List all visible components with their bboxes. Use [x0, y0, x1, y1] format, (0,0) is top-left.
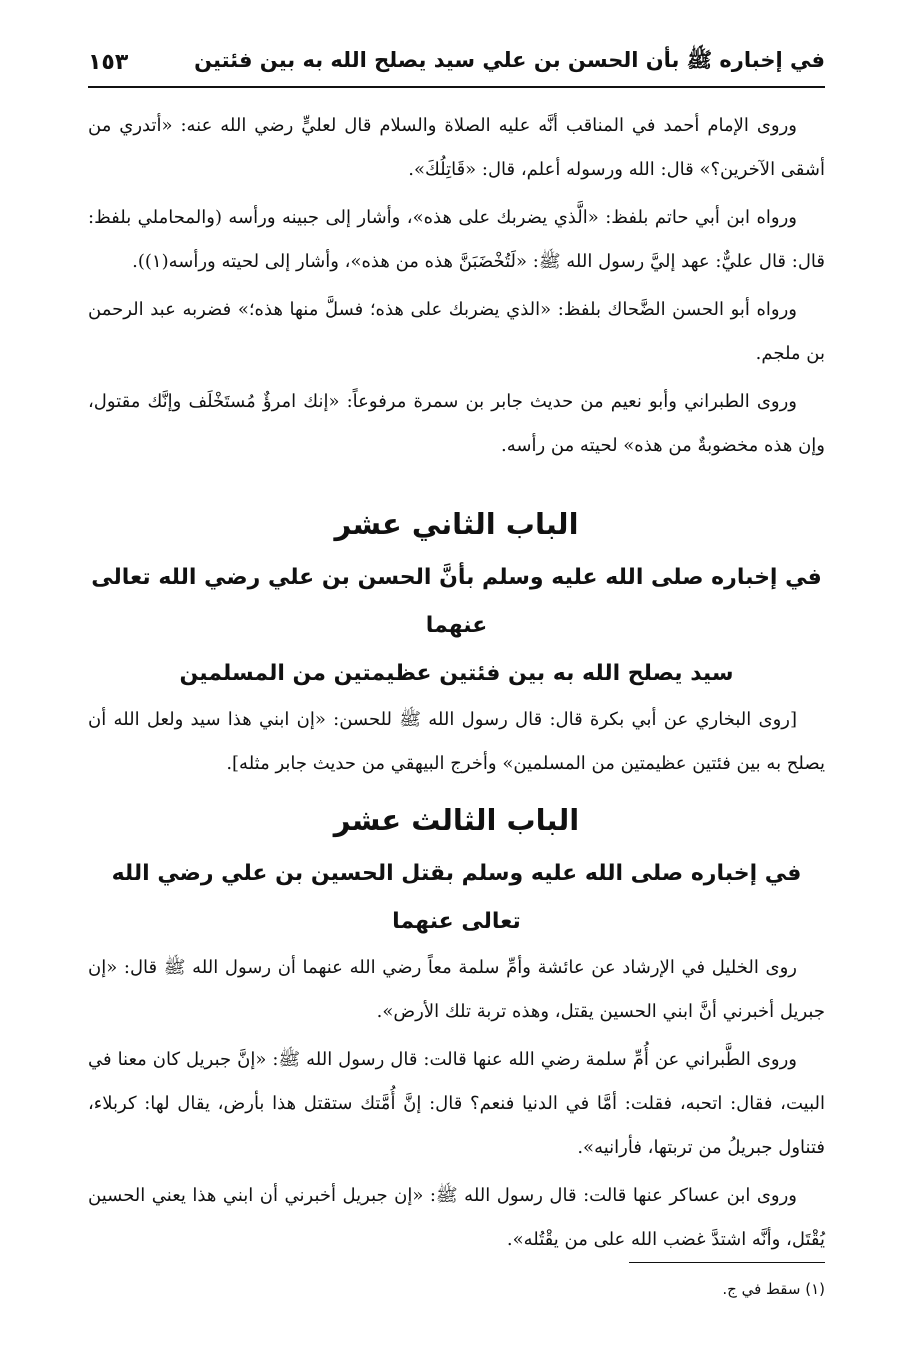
chapter-12-subtitle-line1: في إخباره صلى الله عليه وسلم بأنَّ الحسن بن علي رضي الله تعالى عنهما: [91, 565, 822, 638]
chapter-13-paragraph: وروى ابن عساكر عنها قالت: قال رسول الله ﷺ: «إن جبريل أخبرني أن ابني هذا يعني الحسين يُقْتَل، وأنَّه اشتدَّ غضب الله على من يقْتُله».: [88, 1185, 825, 1250]
chapter-13-subtitle: في إخباره صلى الله عليه وسلم بقتل الحسين بن علي رضي الله تعالى عنهما: [111, 861, 802, 934]
footnote: (١) سقط في ج.: [722, 1280, 825, 1298]
page-body: [88, 104, 825, 1266]
chapter-12-title: الباب الثاني عشر: [334, 507, 579, 541]
chapter-13-paragraph: روى الخليل في الإرشاد عن عائشة وأمِّ سلمة معاً رضي الله عنهما أن رسول الله ﷺ قال: «إن جبريل أخبرني أنَّ ابني الحسين يقتل، وهذه تربة تلك الأرض».: [88, 957, 825, 1022]
chapter-12-paragraph: [روى البخاري عن أبي بكرة قال: قال رسول الله ﷺ للحسن: «إن ابني هذا سيد ولعل الله أن يصلح به بين فئتين عظيمتين من المسلمين» وأخرج البيهقي من حديث جابر مثله].: [88, 709, 825, 774]
page-header: [88, 38, 825, 88]
footnote-divider: [629, 1262, 825, 1263]
page-number: ١٥٣: [88, 49, 129, 75]
chapter-13-title: الباب الثالث عشر: [333, 803, 580, 837]
running-title: في إخباره ﷺ بأن الحسن بن علي سيد يصلح الله به بين فئتين: [194, 47, 825, 72]
chapter-12-subtitle-line2: سيد يصلح الله به بين فئتين عظيمتين من المسلمين: [179, 661, 734, 686]
body-paragraph: ورواه ابن أبي حاتم بلفظ: «الَّذي يضربك على هذه»، وأشار إلى جبينه ورأسه (والمحاملي بلفظ: قال: قال عليٌّ: عهد إليَّ رسول الله ﷺ: «لَتُخْضَبَنَّ هذه من هذه»، وأشار إلى لحيته ورأسه(١)).: [88, 207, 825, 272]
body-paragraph: ورواه أبو الحسن الضَّحاك بلفظ: «الذي يضربك على هذه؛ فسلَّ منها هذه؛» فضربه عبد الرحمن بن ملجم.: [88, 299, 825, 364]
body-paragraph: وروى الطبراني وأبو نعيم من حديث جابر بن سمرة مرفوعاً: «إنك امرؤٌ مُستَخْلَف وإنَّك مقتول، وإن هذه مخضوبةٌ من هذه» لحيته من رأسه.: [88, 391, 825, 456]
chapter-13-paragraph: وروى الطَّبراني عن أُمِّ سلمة رضي الله عنها قالت: قال رسول الله ﷺ: «إنَّ جبريل كان معنا في البيت، فقال: اتحبه، فقلت: أمَّا في الدنيا فنعم؟ قال: إنَّ أُمَّتك ستقتل هذا بأرض، يقال لها: كربلاء، فتناول جبريلُ من تربتها، فأرانيه».: [88, 1049, 825, 1158]
body-paragraph: وروى الإمام أحمد في المناقب أنَّه عليه الصلاة والسلام قال لعليٍّ رضي الله عنه: «أتدري من أشقى الآخرين؟» قال: الله ورسوله أعلم، قال: «قَاتِلُكَ».: [88, 115, 825, 180]
